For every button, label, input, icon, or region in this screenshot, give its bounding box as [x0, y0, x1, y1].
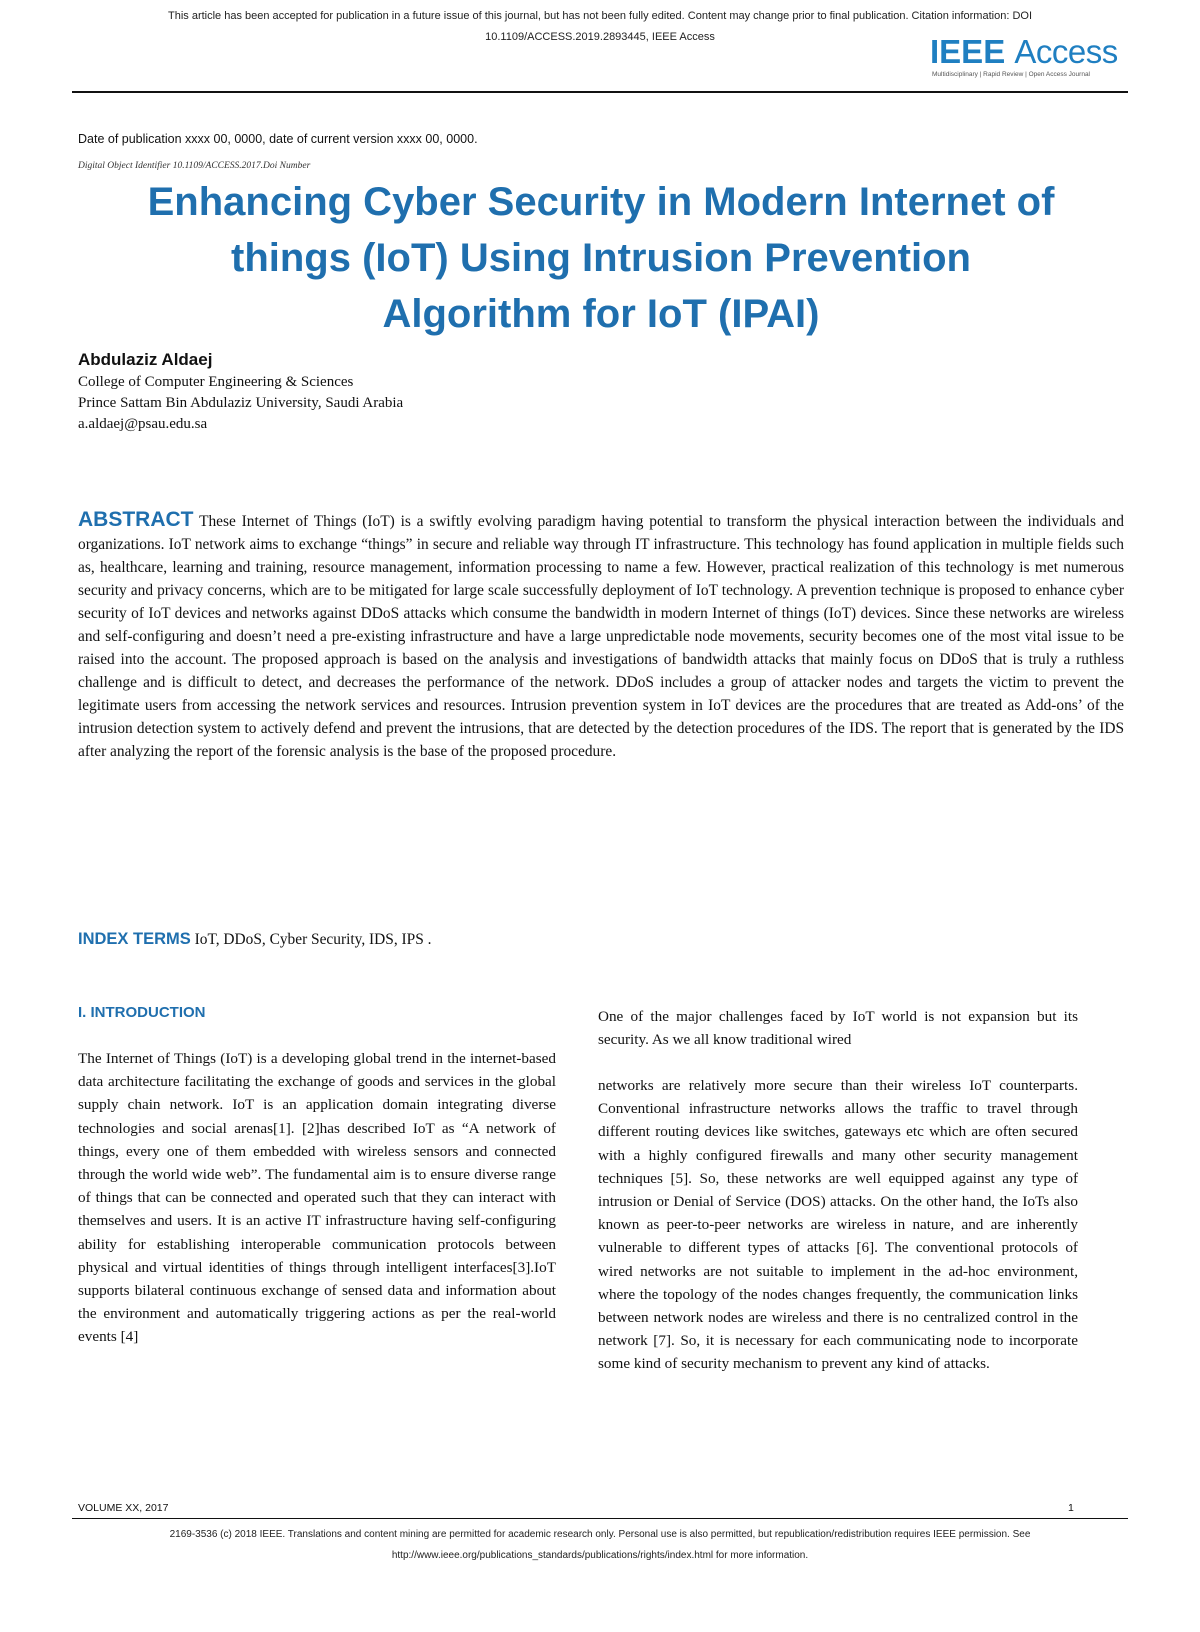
logo-tagline: Multidisciplinary | Rapid Review | Open Access Journal: [932, 71, 1090, 78]
title-line-3: Algorithm for IoT (IPAI): [382, 292, 820, 336]
publication-date: Date of publication xxxx 00, 0000, date of current version xxxx 00, 0000.: [78, 132, 478, 146]
introduction-column-left: The Internet of Things (IoT) is a developing global trend in the internet-based data architecture facilitating the exchange of goods and services in the global supply chain network. IoT is an application domain integrating diverse technologies and social arenas[1]. [2]has described IoT as “A network of things, every one of them embedded with wireless sensors and connected through the world wide web”. The fundamental aim is to ensure diverse range of things that can be connected and operated such that they can interact with themselves and users. It is an active IT infrastructure having self-configuring ability for establishing interoperable communication protocols between physical and virtual identities of things through intelligent interfaces[3].IoT supports bilateral continuous exchange of sensed data and information about the environment and automatically triggering actions as per the real-world events [4]: [78, 1050, 556, 1346]
banner-line-2: 10.1109/ACCESS.2019.2893445, IEEE Access: [485, 31, 715, 43]
footer-copyright: [40, 1524, 1160, 1566]
index-terms: [78, 930, 431, 949]
title-line-2: things (IoT) Using Intrusion Prevention: [231, 236, 971, 280]
doi-line: Digital Object Identifier 10.1109/ACCESS.2017.Doi Number: [78, 161, 311, 171]
footer-page-number: 1: [1068, 1502, 1074, 1514]
logo-brand: IEEE: [930, 33, 1006, 70]
abstract-heading: ABSTRACT: [78, 508, 194, 531]
logo-product: Access: [1014, 33, 1118, 70]
introduction-column-right-top: One of the major challenges faced by IoT world is not expansion but its security. As we all know traditional wired: [598, 1008, 1078, 1049]
index-terms-heading: INDEX TERMS: [78, 930, 191, 948]
author-affiliation: [78, 372, 403, 435]
footer-note-line-1: 2169-3536 (c) 2018 IEEE. Translations and content mining are permitted for academic research only. Personal use is also permitted, but republication/redistribution requires IEEE permission. See: [169, 1529, 1031, 1540]
affiliation-university: Prince Sattam Bin Abdulaziz University, Saudi Arabia: [78, 395, 404, 411]
ieee-access-logo: [930, 34, 1130, 78]
abstract-block: [78, 508, 1124, 763]
introduction-column-right: networks are relatively more secure than their wireless IoT counterparts. Conventional infrastructure networks allows the traffic to travel through different routing devices like switches, gateways etc which are often secured with a highly configured firewalls and many other security management techniques [5]. So, these networks are well equipped against any type of intrusion or Denial of Service (DOS) attacks. On the other hand, the IoTs also known as peer-to-peer networks are wireless in nature, and are inherently vulnerable to different types of attacks [6]. The conventional protocols of wired networks are not suitable to implement in the ad-hoc environment, where the topology of the nodes changes frequently, the communication links between network nodes are wireless and there is no centralized control in the network [7]. So, it is necessary for each communicating node to incorporate some kind of security mechanism to prevent any kind of attacks.: [598, 1077, 1078, 1373]
section-heading-introduction: I. INTRODUCTION: [78, 1004, 206, 1021]
abstract-text: These Internet of Things (IoT) is a swiftly evolving paradigm having potential to transform the physical interaction between the individuals and organizations. IoT network aims to exchange “things” in secure and reliable way through IT infrastructure. This technology has found application in multiple fields such as, healthcare, learning and training, resource management, information processing to name a few. However, practical realization of this technology is met numerous security and privacy concerns, which are to be mitigated for large scale successfully deployment of IoT technology. A prevention technique is proposed to enhance cyber security of IoT devices and networks against DDoS attacks which consume the bandwidth in modern Internet of things (IoT) devices. Since these networks are wireless and self-configuring and doesn’t need a pre-existing infrastructure and have a large unpredictable node movements, security becomes one of the most vital issue to be raised into the account. The proposed approach is based on the analysis and investigations of bandwidth attacks that mainly focus on DDoS that is truly a ruthless challenge and is difficult to detect, and decreases the performance of the network. DDoS includes a group of attacker nodes and targets the victim to prevent the legitimate users from accessing the network services and resources. Intrusion prevention system in IoT devices are the procedures that are treated as Add-ons’ of the intrusion detection system to actively defend and prevent the intrusions, that are detected by the detection procedures of the IDS. The report that is generated by the IDS after analyzing the report of the forensic analysis is the base of the proposed procedure.: [78, 513, 1124, 760]
affiliation-college: College of Computer Engineering & Sciences: [78, 374, 354, 390]
header-rule: [72, 91, 1128, 93]
index-terms-text: IoT, DDoS, Cyber Security, IDS, IPS .: [194, 931, 432, 948]
footer-rule: [72, 1518, 1128, 1519]
paper-title: [66, 174, 1136, 342]
footer-volume: VOLUME XX, 2017: [78, 1502, 169, 1514]
author-name: Abdulaziz Aldaej: [78, 350, 213, 369]
footer-note-line-2[interactable]: http://www.ieee.org/publications_standards/publications/rights/index.html for more information.: [391, 1550, 809, 1561]
author-email[interactable]: a.aldaej@psau.edu.sa: [78, 416, 208, 432]
banner-line-1: This article has been accepted for publication in a future issue of this journal, but has not been fully edited. Content may change prior to final publication. Citation information: DOI: [168, 10, 1032, 22]
title-line-1: Enhancing Cyber Security in Modern Internet of: [147, 180, 1055, 224]
